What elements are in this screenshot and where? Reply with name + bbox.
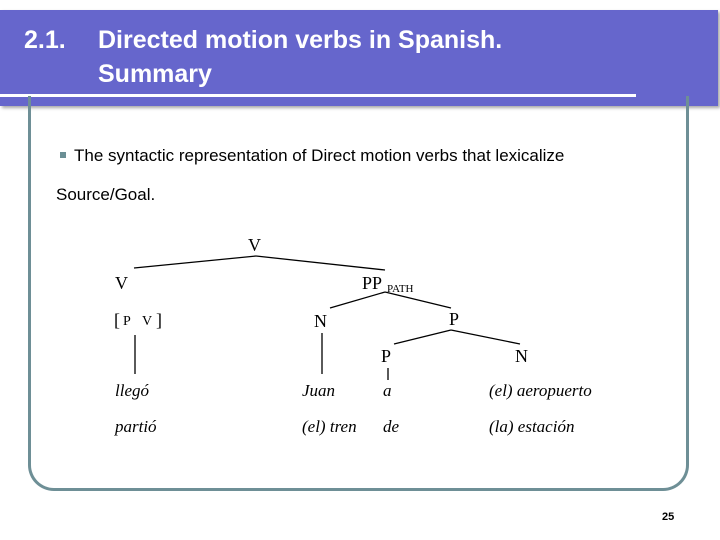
- branch-root-pp: [256, 256, 385, 270]
- node-root: V: [248, 235, 261, 255]
- node-n-low: N: [515, 346, 528, 366]
- word-llego: llegó: [115, 381, 149, 400]
- bullet-text-continuation: Source/Goal.: [56, 185, 156, 204]
- branch-pp-n: [330, 292, 385, 308]
- word-partio: partió: [115, 417, 157, 436]
- node-p: P: [449, 309, 460, 329]
- bracket-close: ]: [156, 310, 162, 330]
- node-v: V: [115, 273, 128, 293]
- node-pp-subscript: PATH: [387, 283, 414, 295]
- node-pp: PP: [362, 273, 383, 293]
- word-aeropuerto: (el) aeropuerto: [489, 381, 592, 400]
- bracket-v: V: [142, 314, 153, 329]
- bullet-text: The syntactic representation of Direct motion verbs that lexicalize: [74, 146, 565, 165]
- node-p-low: P: [381, 346, 392, 366]
- slide-title-line-1: Directed motion verbs in Spanish.: [98, 26, 503, 54]
- section-number: 2.1.: [24, 26, 66, 54]
- word-juan: Juan: [302, 381, 336, 400]
- tree-branches: [134, 256, 520, 380]
- branch-p-n: [451, 330, 520, 344]
- word-estacion: (la) estación: [489, 417, 575, 436]
- slide-title-line-2: Summary: [98, 60, 212, 88]
- word-de: de: [383, 417, 400, 436]
- bracket-open: [: [114, 310, 120, 330]
- bracket-p: P: [123, 314, 131, 329]
- branch-root-v: [134, 256, 256, 268]
- word-a: a: [383, 381, 392, 400]
- word-tren: (el) tren: [302, 417, 357, 436]
- branch-p-p: [394, 330, 451, 344]
- node-n: N: [314, 311, 327, 331]
- page-number: 25: [662, 511, 675, 523]
